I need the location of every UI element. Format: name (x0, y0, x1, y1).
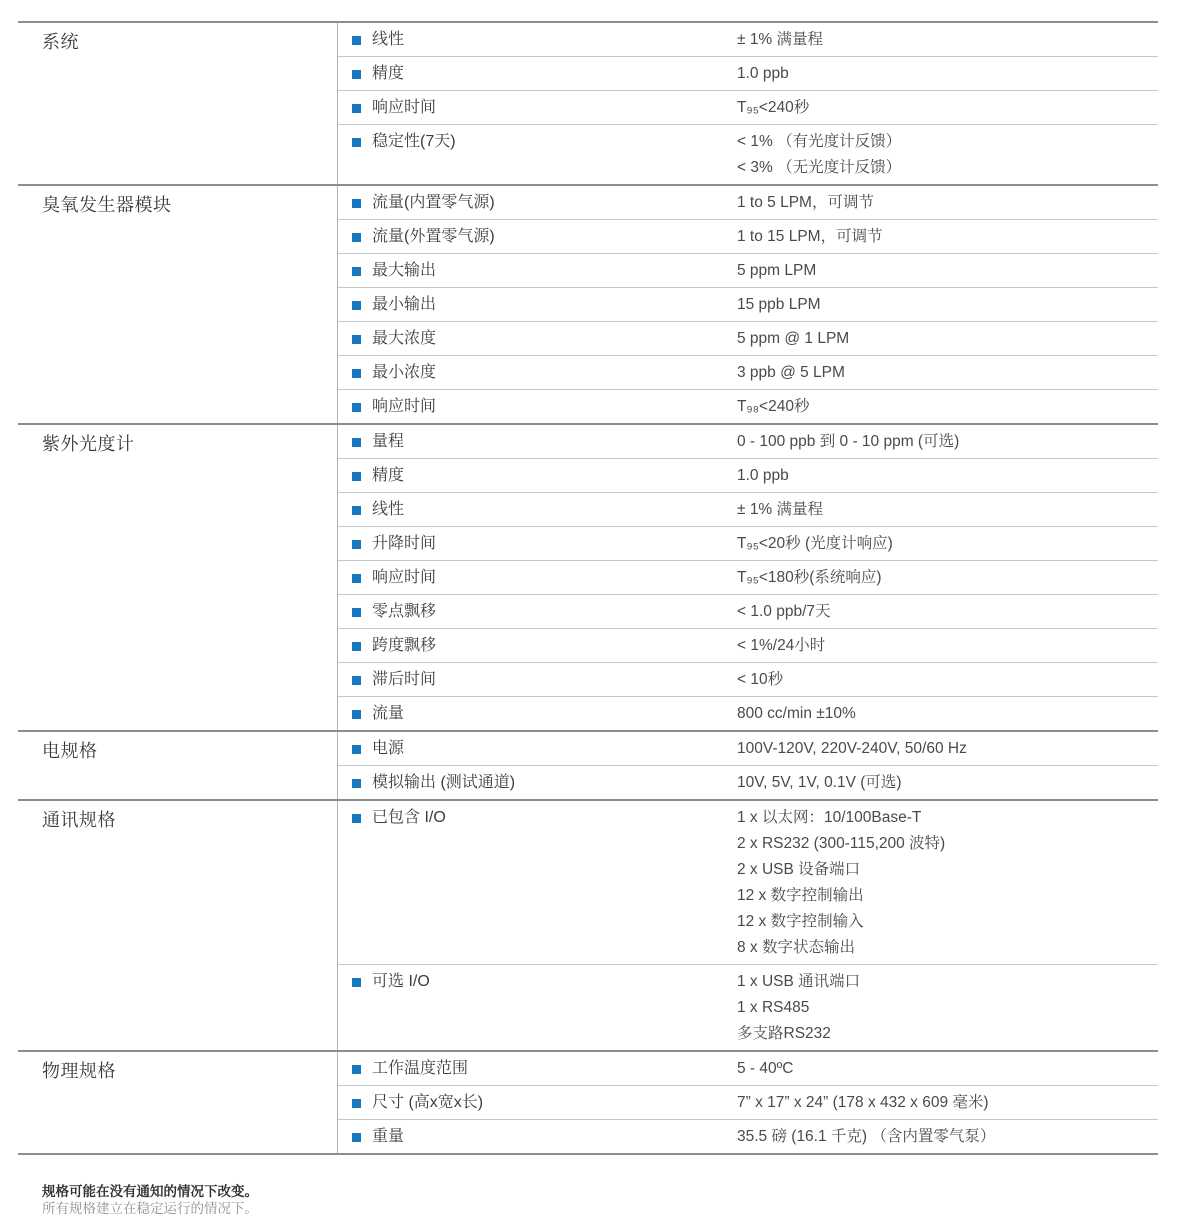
spec-row (338, 23, 1158, 57)
square-bullet-icon (352, 574, 361, 583)
spec-section (18, 23, 1158, 184)
spec-value (737, 27, 1158, 53)
spec-value-line: 15 ppb LPM (737, 296, 821, 313)
spec-value (737, 770, 1158, 796)
spec-label: 精度 (372, 65, 405, 82)
spec-name-cell (338, 701, 737, 727)
spec-label: 稳定性(7天) (372, 133, 456, 150)
spec-row (338, 1086, 1158, 1120)
square-bullet-icon (352, 1065, 361, 1074)
spec-label: 重量 (372, 1128, 405, 1145)
spec-name-cell (338, 429, 737, 455)
spec-value-line: < 10秒 (737, 671, 784, 688)
spec-value-line: 3 ppb @ 5 LPM (737, 364, 845, 381)
spec-section (18, 423, 1158, 730)
section-title: 电规格 (42, 741, 98, 761)
footnote-line-1: 规格可能在没有通知的情况下改变。 (42, 1184, 258, 1199)
spec-value (737, 95, 1158, 121)
spec-value-line: < 1% （有光度计反馈） (737, 133, 902, 150)
spec-name-cell (338, 190, 737, 216)
spec-value (737, 633, 1158, 659)
spec-name-cell (338, 292, 737, 318)
spec-value (737, 61, 1158, 87)
spec-value-line: 1 to 5 LPM，可调节 (737, 194, 874, 211)
spec-name-cell (338, 736, 737, 762)
spec-section (18, 184, 1158, 423)
spec-value-line: 1 x 以太网：10/100Base-T (737, 809, 922, 826)
spec-row (338, 459, 1158, 493)
square-bullet-icon (352, 369, 361, 378)
spec-value (737, 805, 1158, 961)
spec-name-cell (338, 1056, 737, 1082)
spec-label: 线性 (372, 501, 405, 518)
spec-label: 工作温度范围 (372, 1060, 469, 1077)
square-bullet-icon (352, 779, 361, 788)
spec-row (338, 965, 1158, 1050)
square-bullet-icon (352, 199, 361, 208)
spec-row (338, 801, 1158, 965)
spec-section (18, 1050, 1158, 1153)
spec-value-line: T₉₅<180秒(系统响应) (737, 569, 882, 586)
spec-value (737, 599, 1158, 625)
spec-label: 响应时间 (372, 398, 437, 415)
spec-value-line: 5 ppm @ 1 LPM (737, 330, 850, 347)
spec-label: 升降时间 (372, 535, 437, 552)
spec-label: 可选 I/O (372, 973, 430, 990)
spec-label: 最大输出 (372, 262, 437, 279)
square-bullet-icon (352, 70, 361, 79)
spec-name-cell (338, 258, 737, 284)
square-bullet-icon (352, 710, 361, 719)
spec-row (338, 1052, 1158, 1086)
spec-value-line: 多支路RS232 (737, 1025, 831, 1042)
spec-name-cell (338, 1090, 737, 1116)
spec-row (338, 356, 1158, 390)
spec-label: 尺寸 (高x宽x长) (372, 1094, 484, 1111)
spec-value (737, 1090, 1158, 1116)
square-bullet-icon (352, 1133, 361, 1142)
spec-label: 流量(内置零气源) (372, 194, 495, 211)
spec-value (737, 497, 1158, 523)
square-bullet-icon (352, 1099, 361, 1108)
spec-name-cell (338, 129, 737, 181)
spec-value-line: < 3% （无光度计反馈） (737, 159, 902, 176)
spec-label: 量程 (372, 433, 405, 450)
spec-label: 模拟输出 (测试通道) (372, 774, 516, 791)
spec-value (737, 190, 1158, 216)
spec-row (338, 527, 1158, 561)
square-bullet-icon (352, 608, 361, 617)
spec-value (737, 258, 1158, 284)
spec-value-line: 12 x 数字控制输出 (737, 887, 864, 904)
square-bullet-icon (352, 814, 361, 823)
spec-label: 线性 (372, 31, 405, 48)
spec-value (737, 463, 1158, 489)
spec-name-cell (338, 1124, 737, 1150)
spec-row (338, 1120, 1158, 1153)
square-bullet-icon (352, 403, 361, 412)
spec-value-line: < 1.0 ppb/7天 (737, 603, 831, 620)
spec-value (737, 360, 1158, 386)
spec-row (338, 254, 1158, 288)
square-bullet-icon (352, 540, 361, 549)
spec-value (737, 667, 1158, 693)
spec-label: 流量 (372, 705, 405, 722)
spec-value-line: 2 x RS232 (300-115,200 波特) (737, 835, 946, 852)
spec-name-cell (338, 394, 737, 420)
spec-label: 响应时间 (372, 99, 437, 116)
spec-row (338, 322, 1158, 356)
spec-row (338, 732, 1158, 766)
section-title: 臭氧发生器模块 (42, 195, 172, 215)
spec-value (737, 292, 1158, 318)
spec-label: 已包含 I/O (372, 809, 446, 826)
spec-value-line: 12 x 数字控制输入 (737, 913, 864, 930)
spec-row (338, 125, 1158, 184)
spec-row (338, 186, 1158, 220)
spec-row (338, 697, 1158, 730)
spec-value-line: 1 x USB 通讯端口 (737, 973, 861, 990)
square-bullet-icon (352, 267, 361, 276)
spec-label: 跨度飘移 (372, 637, 437, 654)
square-bullet-icon (352, 138, 361, 147)
spec-value-line: T₉₈<240秒 (737, 398, 810, 415)
square-bullet-icon (352, 642, 361, 651)
spec-value (737, 1056, 1158, 1082)
spec-name-cell (338, 326, 737, 352)
spec-row (338, 493, 1158, 527)
spec-value-line: 5 - 40ºC (737, 1060, 794, 1077)
square-bullet-icon (352, 438, 361, 447)
spec-label: 最大浓度 (372, 330, 437, 347)
spec-value-line: 0 - 100 ppb 到 0 - 10 ppm (可选) (737, 433, 960, 450)
spec-row (338, 220, 1158, 254)
spec-row (338, 766, 1158, 799)
spec-value (737, 736, 1158, 762)
spec-row (338, 91, 1158, 125)
spec-label: 响应时间 (372, 569, 437, 586)
spec-section (18, 730, 1158, 799)
spec-name-cell (338, 463, 737, 489)
spec-name-cell (338, 95, 737, 121)
spec-row (338, 57, 1158, 91)
spec-label: 最小输出 (372, 296, 437, 313)
section-title: 物理规格 (42, 1061, 116, 1081)
section-title: 系统 (42, 32, 79, 52)
spec-value (737, 969, 1158, 1047)
spec-row (338, 288, 1158, 322)
footnotes (42, 1183, 1158, 1217)
footnote-line-2: 所有规格建立在稳定运行的情况下。 (42, 1201, 258, 1216)
square-bullet-icon (352, 233, 361, 242)
spec-value-line: ± 1% 满量程 (737, 501, 824, 518)
spec-value (737, 531, 1158, 557)
spec-value-line: 100V-120V, 220V-240V, 50/60 Hz (737, 740, 967, 757)
spec-label: 最小浓度 (372, 364, 437, 381)
section-title: 紫外光度计 (42, 434, 135, 454)
spec-name-cell (338, 633, 737, 659)
spec-name-cell (338, 360, 737, 386)
spec-value-line: 1 x RS485 (737, 999, 810, 1016)
spec-value-line: 10V, 5V, 1V, 0.1V (可选) (737, 774, 902, 791)
spec-name-cell (338, 565, 737, 591)
square-bullet-icon (352, 506, 361, 515)
spec-label: 电源 (372, 740, 405, 757)
spec-value (737, 394, 1158, 420)
spec-value (737, 429, 1158, 455)
square-bullet-icon (352, 676, 361, 685)
spec-value-line: T₉₅<240秒 (737, 99, 810, 116)
spec-name-cell (338, 599, 737, 625)
spec-value (737, 565, 1158, 591)
spec-section (18, 799, 1158, 1050)
spec-name-cell (338, 805, 737, 961)
spec-label: 精度 (372, 467, 405, 484)
square-bullet-icon (352, 745, 361, 754)
spec-value-line: 1.0 ppb (737, 65, 789, 82)
spec-row (338, 425, 1158, 459)
spec-name-cell (338, 667, 737, 693)
spec-name-cell (338, 27, 737, 53)
spec-name-cell (338, 61, 737, 87)
spec-value (737, 129, 1158, 181)
spec-label: 零点飘移 (372, 603, 437, 620)
spec-name-cell (338, 497, 737, 523)
spec-row (338, 663, 1158, 697)
spec-value-line: 5 ppm LPM (737, 262, 817, 279)
square-bullet-icon (352, 978, 361, 987)
spec-value-line: 8 x 数字状态输出 (737, 939, 855, 956)
spec-name-cell (338, 969, 737, 1047)
spec-row (338, 390, 1158, 423)
spec-value-line: 800 cc/min ±10% (737, 705, 856, 722)
spec-value (737, 326, 1158, 352)
square-bullet-icon (352, 104, 361, 113)
spec-row (338, 595, 1158, 629)
spec-label: 流量(外置零气源) (372, 228, 495, 245)
square-bullet-icon (352, 472, 361, 481)
spec-value-line: 2 x USB 设备端口 (737, 861, 861, 878)
spec-value-line: 1.0 ppb (737, 467, 789, 484)
spec-value-line: 1 to 15 LPM，可调节 (737, 228, 883, 245)
spec-name-cell (338, 224, 737, 250)
spec-value-line: ± 1% 满量程 (737, 31, 824, 48)
square-bullet-icon (352, 301, 361, 310)
spec-name-cell (338, 531, 737, 557)
spec-row (338, 629, 1158, 663)
spec-value-line: T₉₅<20秒 (光度计响应) (737, 535, 893, 552)
spec-value-line: < 1%/24小时 (737, 637, 826, 654)
spec-label: 滞后时间 (372, 671, 437, 688)
spec-value-line: 35.5 磅 (16.1 千克) （含内置零气泵） (737, 1128, 996, 1145)
square-bullet-icon (352, 335, 361, 344)
spec-table (18, 21, 1158, 1155)
spec-row (338, 561, 1158, 595)
spec-name-cell (338, 770, 737, 796)
spec-value (737, 224, 1158, 250)
spec-value-line: 7” x 17” x 24” (178 x 432 x 609 毫米) (737, 1094, 989, 1111)
section-title: 通讯规格 (42, 810, 116, 830)
square-bullet-icon (352, 36, 361, 45)
spec-value (737, 701, 1158, 727)
spec-value (737, 1124, 1158, 1150)
